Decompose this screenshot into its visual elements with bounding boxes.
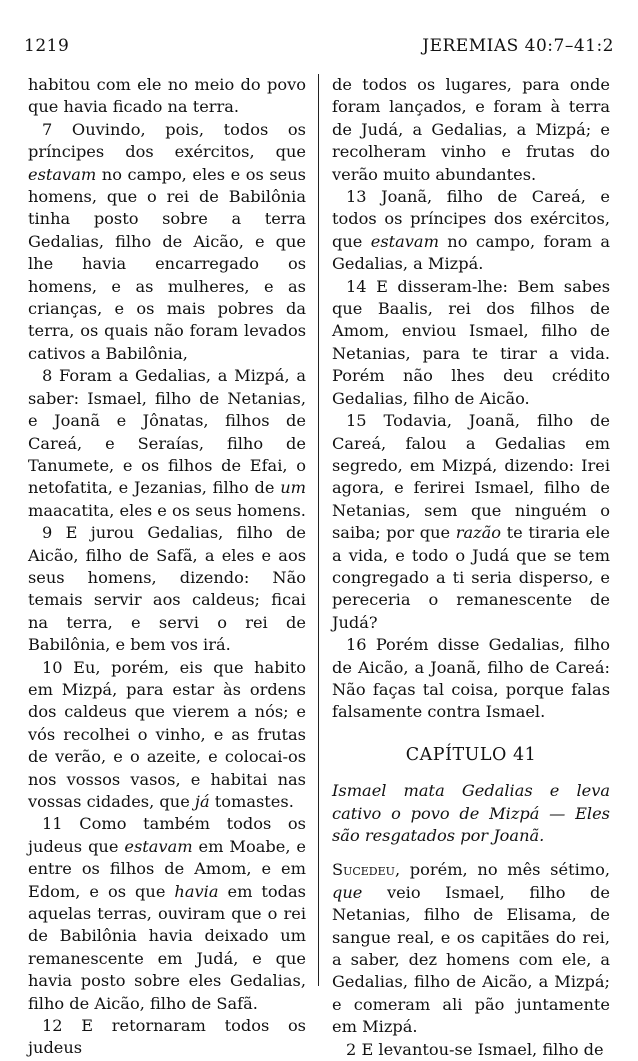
text-span: de todos os lugares, para onde foram lançados, e foram à terra de Judá, a Gedalias, a Mizpá; e recolheram vinho e frutas do verão muito abundantes. <box>332 75 610 184</box>
italic-word: havia <box>174 881 219 901</box>
text-span: no campo, eles e os seus homens, que o rei de Babilônia tinha posto sobre a terra Gedalias, filho de Aicão, e que lhe havia encarregado os homens, e as mulheres, e as crianças, e os mais pobres da terra, os quais não foram levados cativos a Babilônia, <box>28 164 306 363</box>
chapter-summary: Ismael mata Gedalias e leva cativo o povo de Mizpá — Eles são resgatados por Joanã. <box>332 781 610 845</box>
italic-word: razão <box>455 523 502 543</box>
chapter-heading: CAPÍTULO 41 <box>405 744 537 765</box>
text-span: em todas aquelas terras, ouviram que o rei de Babilônia havia deixado um remanescente em Judá, e que havia posto sobre eles Gedalias, filho de Aicão, filho de Safã. <box>28 881 306 1013</box>
verse-2 <box>332 1039 610 1061</box>
text-span: tomastes. <box>209 792 294 811</box>
text-span: , porém, no mês sétimo, <box>394 860 610 880</box>
text-span: 14 E disseram-lhe: Bem sabes que Baalis, rei dos filhos de Amom, enviou Ismael, filho de Netanias, para te tirar a vida. Porém não lhes deu crédito Gedalias, filho de Aicão. <box>332 276 610 408</box>
text-span: 12 E retornaram todos os judeus <box>28 1016 306 1058</box>
verse-1 <box>332 859 610 1038</box>
verse-11 <box>28 813 306 1015</box>
right-column <box>332 74 610 1061</box>
text-span: te tiraria ele a vida, e todo o Judá que se tem congregado a ti seria disperso, e pereceria o remanescente de Judá? <box>332 523 610 632</box>
verse-16 <box>332 634 610 724</box>
verse-12 <box>28 1015 306 1060</box>
small-caps-word: Sucedeu <box>332 860 395 880</box>
verse-15 <box>332 410 610 634</box>
page-number: 1219 <box>24 36 70 56</box>
text-span: 13 Joanã, filho de Careá, e todos os príncipes dos exércitos, que <box>332 187 610 251</box>
text-span: 7 Ouvindo, pois, todos os príncipes dos exércitos, que <box>28 119 306 162</box>
text-span: 16 Porém disse Gedalias, filho de Aicão, a Joanã, filho de Careá: Não faças tal coisa, porque falas falsamente contra Ismael. <box>332 635 610 722</box>
text-span: habitou com ele no meio do povo que havia ficado na terra. <box>28 75 306 117</box>
italic-word: estavam <box>124 836 193 856</box>
verse-continuation <box>28 74 306 119</box>
verse-8 <box>28 365 306 522</box>
text-span: 8 Foram a Gedalias, a Mizpá, a saber: Ismael, filho de Netanias, e Joanã e Jônatas, filhos de Careá, e Seraías, filho de Tanumete, e os filhos de Efai, o netofatita, e Jezanias, filho de <box>28 366 306 498</box>
italic-word: um <box>280 478 306 498</box>
left-column <box>28 74 306 1060</box>
running-title: JEREMIAS 40:7–41:2 <box>422 36 614 56</box>
verse-13 <box>332 186 610 276</box>
text-span: 10 Eu, porém, eis que habito em Mizpá, para estar às ordens dos caldeus que vierem a nós; e vós recolhei o vinho, e as frutas de verão, e o azeite, e colocai-os nos vossos vasos, e habitai nas vossas cidades, que <box>28 657 306 811</box>
column-divider <box>318 74 319 986</box>
text-span: veio Ismael, filho de Netanias, filho de Elisama, de sangue real, e os capitães do rei, a saber, dez homens com ele, a Gedalias, filho de Aicão, a Mizpá; e comeram ali pão juntamente em Mizpá. <box>332 882 610 1037</box>
italic-word: estavam <box>370 231 439 251</box>
text-span: maacatita, eles e os seus homens. <box>28 500 306 520</box>
italic-word: já <box>194 792 210 811</box>
text-span: 2 E levantou-se Ismael, filho de <box>346 1039 604 1059</box>
verse-9 <box>28 522 306 656</box>
italic-word: que <box>332 882 363 902</box>
page-header <box>24 36 614 62</box>
verse-continuation <box>332 74 610 186</box>
text-span: no campo, foram a Gedalias, a Mizpá. <box>332 231 610 274</box>
italic-word: estavam <box>28 164 97 184</box>
verse-14 <box>332 276 610 410</box>
text-span: 11 Como também todos os judeus que <box>28 814 306 856</box>
verse-10 <box>28 657 306 814</box>
text-span: 15 Todavia, Joanã, filho de Careá, falou a Gedalias em segredo, em Mizpá, dizendo: Irei agora, e ferirei Ismael, filho de Netanias, sem que ninguém o saiba; por que <box>332 411 610 543</box>
text-span: 9 E jurou Gedalias, filho de Aicão, filho de Safã, a eles e aos seus homens, dizendo: Não temais servir aos caldeus; ficai na terra, e servi o rei de Babilônia, e bem vos irá. <box>28 523 306 655</box>
text-span: em Moabe, e entre os filhos de Amom, e em Edom, e os que <box>28 836 306 901</box>
verse-7 <box>28 119 306 365</box>
